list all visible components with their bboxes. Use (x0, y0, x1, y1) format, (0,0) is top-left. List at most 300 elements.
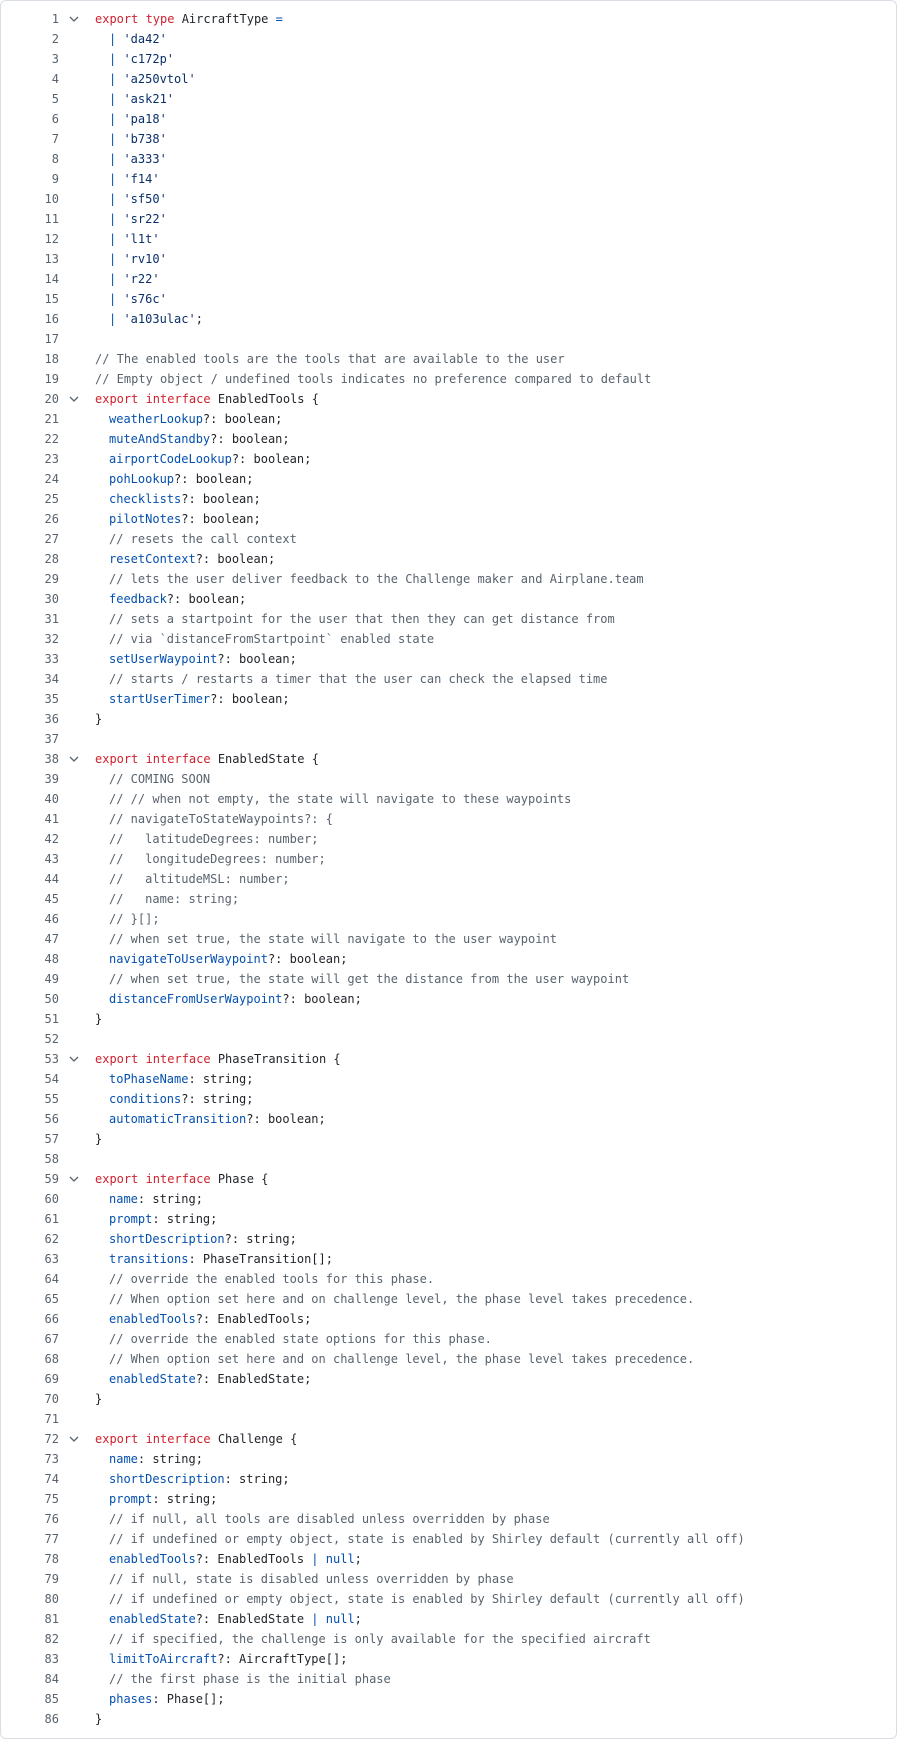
code-line (1, 489, 896, 509)
code-text (95, 1129, 102, 1149)
code-token: ; (354, 1612, 362, 1626)
code-token: PhaseTransition { (217, 1052, 341, 1066)
code-token: ?: EnabledState (195, 1612, 312, 1626)
code-token: transitions (109, 1252, 189, 1266)
code-token: : string; (152, 1492, 218, 1506)
code-text (95, 469, 254, 489)
code-token: // lets the user deliver feedback to the Challenge maker and Airplane.team (109, 572, 644, 586)
line-number[interactable]: 35 (44, 692, 59, 706)
line-number[interactable]: 29 (44, 572, 59, 586)
code-token (319, 1552, 326, 1566)
line-number[interactable]: 10 (44, 192, 59, 206)
code-text (95, 1489, 217, 1509)
line-number[interactable]: 51 (44, 1012, 59, 1026)
code-text (95, 1449, 203, 1469)
code-token: distanceFromUserWaypoint (109, 992, 283, 1006)
line-number[interactable]: 21 (44, 412, 59, 426)
line-number[interactable]: 72 (44, 1432, 59, 1446)
line-number[interactable]: 49 (44, 972, 59, 986)
code-line (1, 1709, 896, 1729)
code-token: = (275, 12, 283, 26)
code-text (95, 829, 319, 849)
code-text (95, 69, 196, 89)
code-token: // if null, all tools are disabled unless overridden by phase (109, 1512, 550, 1526)
code-line (1, 1049, 896, 1069)
code-token: | (109, 252, 124, 266)
code-line (1, 909, 896, 929)
code-line (1, 1249, 896, 1269)
code-line (1, 29, 896, 49)
line-number[interactable]: 2 (51, 32, 59, 46)
code-token: | (109, 272, 124, 286)
code-token: ?: boolean; (246, 1112, 326, 1126)
code-line (1, 989, 896, 1009)
chevron-down-icon[interactable] (67, 1049, 81, 1069)
code-text (95, 669, 608, 689)
chevron-down-icon[interactable] (67, 1429, 81, 1449)
code-text (95, 1529, 745, 1549)
line-number[interactable]: 83 (44, 1652, 59, 1666)
code-token: ?: boolean; (210, 432, 290, 446)
code-text (95, 769, 210, 789)
code-line (1, 209, 896, 229)
line-number[interactable]: 53 (44, 1052, 59, 1066)
code-token: prompt (109, 1212, 153, 1226)
line-number[interactable]: 62 (44, 1232, 59, 1246)
line-number[interactable]: 36 (44, 712, 59, 726)
code-text (95, 1209, 217, 1229)
line-number[interactable]: 24 (44, 472, 59, 486)
code-token: checklists (109, 492, 182, 506)
code-line (1, 289, 896, 309)
code-token: export interface (95, 1052, 218, 1066)
line-number[interactable]: 18 (44, 352, 59, 366)
line-number[interactable]: 74 (44, 1472, 59, 1486)
line-number[interactable]: 26 (44, 512, 59, 526)
code-token: feedback (109, 592, 167, 606)
code-text (95, 1549, 362, 1569)
code-token: | (109, 212, 124, 226)
code-text (95, 1009, 102, 1029)
code-token: 'sr22' (123, 212, 167, 226)
code-line (1, 1149, 896, 1169)
line-number[interactable]: 55 (44, 1092, 59, 1106)
line-number[interactable]: 34 (44, 672, 59, 686)
code-token: ?: boolean; (195, 552, 276, 566)
line-number[interactable]: 44 (44, 872, 59, 886)
line-number[interactable]: 38 (44, 752, 59, 766)
code-token: 'ask21' (123, 92, 175, 106)
line-number[interactable]: 1 (51, 12, 59, 26)
code-text (95, 969, 629, 989)
code-token: | (311, 1552, 319, 1566)
line-number[interactable]: 66 (44, 1312, 59, 1326)
code-line (1, 369, 896, 389)
code-token: enabledState (109, 1372, 196, 1386)
line-number[interactable]: 11 (44, 212, 59, 226)
code-token: ?: EnabledTools; (195, 1312, 312, 1326)
code-token: conditions (109, 1092, 182, 1106)
line-number[interactable]: 46 (44, 912, 59, 926)
code-line (1, 1649, 896, 1669)
code-line (1, 649, 896, 669)
line-number[interactable]: 12 (44, 232, 59, 246)
line-number[interactable]: 71 (44, 1412, 59, 1426)
code-token: // override the enabled state options for this phase. (109, 1332, 492, 1346)
line-number[interactable]: 77 (44, 1532, 59, 1546)
code-token: } (95, 1012, 103, 1026)
code-token: : string; (152, 1212, 218, 1226)
line-number[interactable]: 23 (44, 452, 59, 466)
line-number[interactable]: 39 (44, 772, 59, 786)
code-line (1, 1449, 896, 1469)
code-token: setUserWaypoint (109, 652, 218, 666)
code-token: ?: string; (224, 1232, 297, 1246)
code-line (1, 109, 896, 129)
line-number[interactable]: 15 (44, 292, 59, 306)
code-line (1, 1029, 896, 1049)
line-number[interactable]: 84 (44, 1672, 59, 1686)
line-number[interactable]: 17 (44, 332, 59, 346)
code-token: ?: boolean; (181, 492, 261, 506)
code-line (1, 1589, 896, 1609)
code-token: : string; (188, 1072, 254, 1086)
code-line (1, 1429, 896, 1449)
code-token: // if undefined or empty object, state is enabled by Shirley default (currently all off) (109, 1592, 745, 1606)
line-number[interactable]: 4 (51, 72, 59, 86)
line-number[interactable]: 65 (44, 1292, 59, 1306)
code-token: // latitudeDegrees: number; (109, 832, 319, 846)
line-number[interactable]: 85 (44, 1692, 59, 1706)
code-token: } (95, 1392, 103, 1406)
code-text (95, 269, 160, 289)
code-text (95, 1089, 254, 1109)
line-number[interactable]: 45 (44, 892, 59, 906)
code-text (95, 929, 557, 949)
code-line (1, 9, 896, 29)
code-line (1, 869, 896, 889)
line-number[interactable]: 64 (44, 1272, 59, 1286)
code-token: prompt (109, 1492, 153, 1506)
code-text (95, 9, 283, 29)
line-number[interactable]: 30 (44, 592, 59, 606)
line-number[interactable]: 42 (44, 832, 59, 846)
code-token: shortDescription (109, 1232, 225, 1246)
code-token: Challenge { (217, 1432, 298, 1446)
code-token: // override the enabled tools for this phase. (109, 1272, 435, 1286)
code-text (95, 1269, 434, 1289)
code-token: export type (95, 12, 182, 26)
code-token: ?: boolean; (202, 412, 283, 426)
code-token: null (325, 1612, 355, 1626)
code-line (1, 1109, 896, 1129)
line-number[interactable]: 50 (44, 992, 59, 1006)
code-token: pilotNotes (109, 512, 182, 526)
line-number[interactable]: 5 (51, 92, 59, 106)
code-line (1, 1069, 896, 1089)
line-number[interactable]: 67 (44, 1332, 59, 1346)
line-number[interactable]: 41 (44, 812, 59, 826)
code-line (1, 1329, 896, 1349)
code-text (95, 1609, 362, 1629)
code-token: // }[]; (109, 912, 160, 926)
line-number[interactable]: 54 (44, 1072, 59, 1086)
line-number[interactable]: 48 (44, 952, 59, 966)
line-number[interactable]: 70 (44, 1392, 59, 1406)
code-token: enabledTools (109, 1312, 196, 1326)
line-number[interactable]: 25 (44, 492, 59, 506)
code-line (1, 889, 896, 909)
code-line (1, 709, 896, 729)
code-text (95, 869, 290, 889)
line-number[interactable]: 56 (44, 1112, 59, 1126)
code-text (95, 649, 297, 669)
line-number[interactable]: 19 (44, 372, 59, 386)
code-token: // COMING SOON (109, 772, 211, 786)
line-number[interactable]: 73 (44, 1452, 59, 1466)
code-text (95, 309, 203, 329)
line-number[interactable]: 14 (44, 272, 59, 286)
code-text (95, 489, 261, 509)
code-line (1, 769, 896, 789)
code-line (1, 169, 896, 189)
code-text (95, 289, 167, 309)
code-text (95, 1169, 268, 1189)
code-token: // When option set here and on challenge level, the phase level takes precedence. (109, 1292, 695, 1306)
code-token: 'da42' (123, 32, 167, 46)
code-body (1, 9, 896, 1729)
code-token: 'sf50' (123, 192, 167, 206)
code-token: null (325, 1552, 355, 1566)
code-token: // when set true, the state will navigate to the user waypoint (109, 932, 557, 946)
code-line (1, 1129, 896, 1149)
code-token: ?: string; (181, 1092, 254, 1106)
code-token: // // when not empty, the state will navigate to these waypoints (109, 792, 572, 806)
code-token: | (109, 292, 124, 306)
code-token: airportCodeLookup (109, 452, 232, 466)
code-token (319, 1612, 326, 1626)
code-token: ; (195, 312, 203, 326)
code-line (1, 1529, 896, 1549)
line-number[interactable]: 58 (44, 1152, 59, 1166)
code-token: ; (354, 1552, 362, 1566)
chevron-down-icon[interactable] (67, 9, 81, 29)
code-line (1, 529, 896, 549)
code-text (95, 1709, 102, 1729)
code-token: ?: boolean; (210, 692, 290, 706)
code-text (95, 849, 326, 869)
code-token: // longitudeDegrees: number; (109, 852, 326, 866)
code-text (95, 1669, 391, 1689)
code-token: ?: boolean; (282, 992, 362, 1006)
line-number[interactable]: 52 (44, 1032, 59, 1046)
code-token: export interface (95, 1172, 218, 1186)
chevron-down-icon[interactable] (67, 389, 81, 409)
code-line (1, 949, 896, 969)
code-token: navigateToUserWaypoint (109, 952, 268, 966)
line-number[interactable]: 59 (44, 1172, 59, 1186)
line-number[interactable]: 31 (44, 612, 59, 626)
code-line (1, 49, 896, 69)
code-token: 'rv10' (123, 252, 167, 266)
line-number[interactable]: 28 (44, 552, 59, 566)
code-token: | (109, 312, 124, 326)
code-text (95, 909, 160, 929)
line-number[interactable]: 33 (44, 652, 59, 666)
code-line (1, 549, 896, 569)
code-line (1, 1409, 896, 1429)
code-token: // sets a startpoint for the user that then they can get distance from (109, 612, 615, 626)
code-text (95, 429, 290, 449)
line-number[interactable]: 86 (44, 1712, 59, 1726)
code-token: // if specified, the challenge is only available for the specified aircraft (109, 1632, 651, 1646)
code-token: | (311, 1612, 319, 1626)
code-line (1, 509, 896, 529)
line-number[interactable]: 68 (44, 1352, 59, 1366)
chevron-down-icon[interactable] (67, 749, 81, 769)
code-text (95, 789, 571, 809)
code-token: // name: string; (109, 892, 240, 906)
line-number[interactable]: 47 (44, 932, 59, 946)
line-number[interactable]: 22 (44, 432, 59, 446)
code-token: ?: boolean; (217, 652, 297, 666)
code-line (1, 749, 896, 769)
line-number[interactable]: 40 (44, 792, 59, 806)
code-text (95, 889, 239, 909)
line-number[interactable]: 76 (44, 1512, 59, 1526)
code-line (1, 1309, 896, 1329)
code-text (95, 409, 282, 429)
line-number[interactable]: 60 (44, 1192, 59, 1206)
line-number[interactable]: 63 (44, 1252, 59, 1266)
code-token: AircraftType (181, 12, 276, 26)
code-token: 'f14' (123, 172, 160, 186)
line-number[interactable]: 20 (44, 392, 59, 406)
code-token: ?: EnabledTools (195, 1552, 312, 1566)
code-token: ?: boolean; (174, 472, 254, 486)
line-number[interactable]: 61 (44, 1212, 59, 1226)
code-text (95, 1109, 326, 1129)
code-token: name (109, 1192, 138, 1206)
line-number[interactable]: 69 (44, 1372, 59, 1386)
code-token: 'a333' (123, 152, 167, 166)
code-text (95, 569, 644, 589)
line-number[interactable]: 80 (44, 1592, 59, 1606)
line-number[interactable]: 7 (51, 132, 59, 146)
code-token: toPhaseName (109, 1072, 189, 1086)
code-line (1, 129, 896, 149)
code-line (1, 429, 896, 449)
line-number[interactable]: 27 (44, 532, 59, 546)
code-token: // if undefined or empty object, state is enabled by Shirley default (currently all off) (109, 1532, 745, 1546)
code-token: | (109, 172, 124, 186)
code-text (95, 509, 261, 529)
code-text (95, 1349, 694, 1369)
code-token: : string; (137, 1452, 203, 1466)
line-number[interactable]: 37 (44, 732, 59, 746)
code-text (95, 1509, 550, 1529)
line-number[interactable]: 75 (44, 1492, 59, 1506)
line-number[interactable]: 79 (44, 1572, 59, 1586)
code-token: | (109, 112, 124, 126)
code-text (95, 1429, 297, 1449)
line-number[interactable]: 9 (51, 172, 59, 186)
code-token: // The enabled tools are the tools that are available to the user (95, 352, 565, 366)
code-line (1, 1509, 896, 1529)
code-token: | (109, 232, 124, 246)
code-text (95, 689, 290, 709)
line-number[interactable]: 13 (44, 252, 59, 266)
line-number[interactable]: 57 (44, 1132, 59, 1146)
code-text (95, 1469, 290, 1489)
code-line (1, 449, 896, 469)
code-line (1, 69, 896, 89)
code-line (1, 969, 896, 989)
code-token: // resets the call context (109, 532, 297, 546)
line-number[interactable]: 82 (44, 1632, 59, 1646)
code-text (95, 609, 615, 629)
code-text (95, 1329, 492, 1349)
code-line (1, 1229, 896, 1249)
line-number[interactable]: 8 (51, 152, 59, 166)
code-text (95, 549, 275, 569)
code-line (1, 1169, 896, 1189)
code-text (95, 1049, 341, 1069)
line-number[interactable]: 32 (44, 632, 59, 646)
code-token: | (109, 192, 124, 206)
code-text (95, 1189, 203, 1209)
code-token: 'a250vtol' (123, 72, 196, 86)
code-line (1, 1689, 896, 1709)
code-token: | (109, 92, 124, 106)
code-token: : string; (224, 1472, 290, 1486)
code-text (95, 1569, 514, 1589)
code-line (1, 409, 896, 429)
code-line (1, 349, 896, 369)
code-token: muteAndStandby (109, 432, 211, 446)
line-number[interactable]: 16 (44, 312, 59, 326)
code-token: EnabledState { (217, 752, 319, 766)
code-token: shortDescription (109, 1472, 225, 1486)
code-token: resetContext (109, 552, 196, 566)
line-number[interactable]: 6 (51, 112, 59, 126)
code-text (95, 349, 565, 369)
code-text (95, 709, 102, 729)
code-text (95, 1589, 745, 1609)
code-token: 'c172p' (123, 52, 175, 66)
code-token: limitToAircraft (109, 1652, 218, 1666)
code-line (1, 1389, 896, 1409)
line-number[interactable]: 43 (44, 852, 59, 866)
code-token: 'l1t' (123, 232, 160, 246)
code-line (1, 1629, 896, 1649)
code-token: // altitudeMSL: number; (109, 872, 290, 886)
line-number[interactable]: 81 (44, 1612, 59, 1626)
code-token: export interface (95, 392, 218, 406)
code-line (1, 1349, 896, 1369)
line-number[interactable]: 78 (44, 1552, 59, 1566)
code-line (1, 89, 896, 109)
code-token: 'a103ulac' (123, 312, 196, 326)
chevron-down-icon[interactable] (67, 1169, 81, 1189)
code-line (1, 1369, 896, 1389)
line-number[interactable]: 3 (51, 52, 59, 66)
code-token: export interface (95, 752, 218, 766)
code-line (1, 1609, 896, 1629)
code-token: // the first phase is the initial phase (109, 1672, 391, 1686)
code-line (1, 829, 896, 849)
code-line (1, 589, 896, 609)
